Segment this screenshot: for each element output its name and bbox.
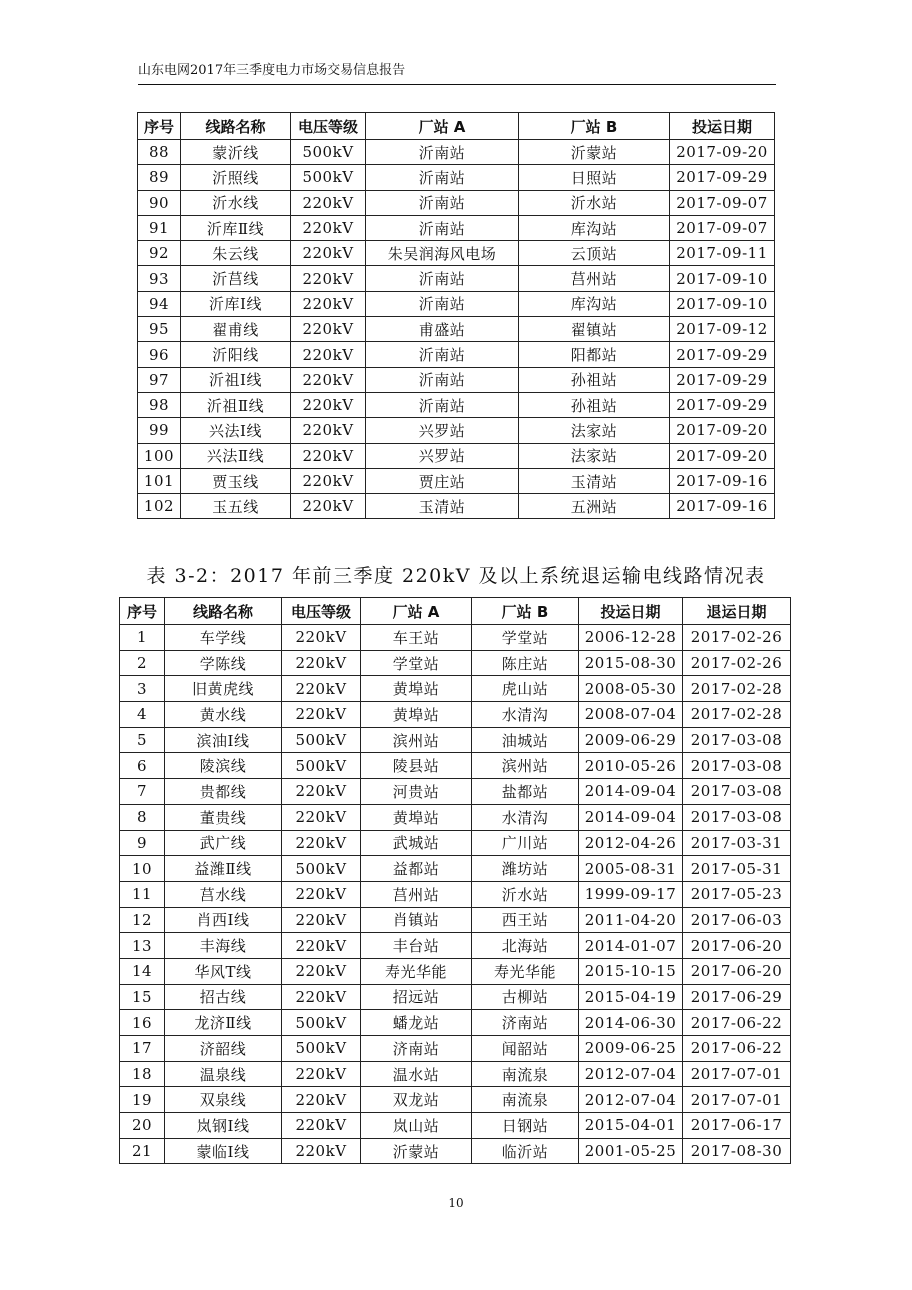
table-cell: 220kV — [282, 907, 361, 933]
table-cell: 220kV — [291, 468, 366, 493]
table-row — [120, 1010, 791, 1036]
table-cell: 2017-03-08 — [683, 753, 791, 779]
table-cell: 贾玉线 — [181, 468, 291, 493]
table-cell: 2014-09-04 — [579, 779, 683, 805]
table-cell: 2017-02-26 — [683, 625, 791, 651]
table-cell: 2017-09-16 — [670, 494, 775, 519]
table-cell: 蟠龙站 — [361, 1010, 472, 1036]
table-cell: 寿光华能 — [472, 958, 579, 984]
table-cell: 闻韶站 — [472, 1036, 579, 1062]
table-cell: 15 — [120, 984, 165, 1010]
table-cell: 2001-05-25 — [579, 1138, 683, 1164]
table-cell: 220kV — [282, 830, 361, 856]
table-cell: 220kV — [282, 702, 361, 728]
table-cell: 古柳站 — [472, 984, 579, 1010]
table-row — [120, 907, 791, 933]
table-cell: 黄埠站 — [361, 676, 472, 702]
table-cell: 蒙沂线 — [181, 140, 291, 165]
table-cell: 2017-02-28 — [683, 676, 791, 702]
table-cell: 2017-08-30 — [683, 1138, 791, 1164]
table-cell: 贾庄站 — [366, 468, 519, 493]
col-header-voltage: 电压等级 — [291, 113, 366, 140]
table-cell: 寿光华能 — [361, 958, 472, 984]
table-cell: 220kV — [291, 215, 366, 240]
table-cell: 沂莒线 — [181, 266, 291, 291]
table-cell: 丰海线 — [165, 933, 282, 959]
table-cell: 2017-09-29 — [670, 367, 775, 392]
table-cell: 济南站 — [472, 1010, 579, 1036]
table-cell: 2015-08-30 — [579, 650, 683, 676]
table-cell: 14 — [120, 958, 165, 984]
table-cell: 兴罗站 — [366, 443, 519, 468]
table-cell: 温水站 — [361, 1061, 472, 1087]
table-cell: 2015-10-15 — [579, 958, 683, 984]
table-cell: 4 — [120, 702, 165, 728]
col-header-station-b: 厂站 B — [472, 598, 579, 625]
table-cell: 学堂站 — [472, 625, 579, 651]
table-cell: 220kV — [291, 367, 366, 392]
table-cell: 101 — [138, 468, 181, 493]
col-header-voltage: 电压等级 — [282, 598, 361, 625]
table-row — [138, 392, 775, 417]
table-row — [138, 165, 775, 190]
table-cell: 220kV — [291, 418, 366, 443]
table-cell: 2017-06-20 — [683, 958, 791, 984]
table-cell: 500kV — [282, 727, 361, 753]
table-cell: 沂水线 — [181, 190, 291, 215]
table-row — [120, 984, 791, 1010]
table-cell: 10 — [120, 856, 165, 882]
page-header: 山东电网2017年三季度电力市场交易信息报告 — [138, 62, 776, 85]
table-row — [120, 933, 791, 959]
table-cell: 益潍Ⅱ线 — [165, 856, 282, 882]
col-header-station-b: 厂站 B — [519, 113, 670, 140]
table-cell: 沂南站 — [366, 266, 519, 291]
table-row — [138, 291, 775, 316]
table-cell: 2010-05-26 — [579, 753, 683, 779]
table-cell: 学陈线 — [165, 650, 282, 676]
table-cell: 滨州站 — [472, 753, 579, 779]
table-cell: 2006-12-28 — [579, 625, 683, 651]
table-cell: 2017-06-29 — [683, 984, 791, 1010]
table-cell: 11 — [120, 881, 165, 907]
table-cell: 20 — [120, 1113, 165, 1139]
table-cell: 沂水站 — [472, 881, 579, 907]
table-row — [120, 881, 791, 907]
table-cell: 五洲站 — [519, 494, 670, 519]
table-cell: 临沂站 — [472, 1138, 579, 1164]
table-cell: 7 — [120, 779, 165, 805]
table-cell: 90 — [138, 190, 181, 215]
table-row — [138, 215, 775, 240]
table-cell: 100 — [138, 443, 181, 468]
table-cell: 2017-09-10 — [670, 291, 775, 316]
table-cell: 2005-08-31 — [579, 856, 683, 882]
table-row — [120, 1061, 791, 1087]
table-cell: 沂库Ⅰ线 — [181, 291, 291, 316]
table-cell: 2017-09-07 — [670, 190, 775, 215]
table-caption: 表 3-2：2017 年前三季度 220kV 及以上系统退运输电线路情况表 — [146, 565, 766, 587]
col-header-station-a: 厂站 A — [366, 113, 519, 140]
table-cell: 2017-09-20 — [670, 418, 775, 443]
table-row — [120, 625, 791, 651]
table-row — [120, 804, 791, 830]
table-cell: 220kV — [282, 984, 361, 1010]
table-cell: 93 — [138, 266, 181, 291]
col-header-line-name: 线路名称 — [181, 113, 291, 140]
table-cell: 车王站 — [361, 625, 472, 651]
table-cell: 2017-03-08 — [683, 804, 791, 830]
table-cell: 双龙站 — [361, 1087, 472, 1113]
table-cell: 孙祖站 — [519, 367, 670, 392]
table-cell: 99 — [138, 418, 181, 443]
table-cell: 日钢站 — [472, 1113, 579, 1139]
table-cell: 河贵站 — [361, 779, 472, 805]
table-cell: 2012-07-04 — [579, 1087, 683, 1113]
table-cell: 南流泉 — [472, 1087, 579, 1113]
table-cell: 龙济Ⅱ线 — [165, 1010, 282, 1036]
table-cell: 沂南站 — [366, 342, 519, 367]
table-cell: 94 — [138, 291, 181, 316]
table-cell: 2014-09-04 — [579, 804, 683, 830]
table-cell: 2017-09-29 — [670, 165, 775, 190]
table-cell: 旧黄虎线 — [165, 676, 282, 702]
table-cell: 500kV — [282, 856, 361, 882]
table-cell: 2017-09-20 — [670, 140, 775, 165]
table-cell: 2017-09-10 — [670, 266, 775, 291]
table-cell: 17 — [120, 1036, 165, 1062]
table-row — [138, 468, 775, 493]
table-cell: 220kV — [291, 392, 366, 417]
table-cell: 220kV — [282, 933, 361, 959]
table-row — [138, 266, 775, 291]
retired-lines-table-header — [120, 598, 791, 625]
table-cell: 益都站 — [361, 856, 472, 882]
table-cell: 陵滨线 — [165, 753, 282, 779]
table-cell: 库沟站 — [519, 291, 670, 316]
table-cell: 阳都站 — [519, 342, 670, 367]
table-cell: 朱吴润海风电场 — [366, 241, 519, 266]
table-cell: 沂蒙站 — [519, 140, 670, 165]
table-cell: 16 — [120, 1010, 165, 1036]
table-cell: 沂南站 — [366, 291, 519, 316]
table-cell: 沂照线 — [181, 165, 291, 190]
table-cell: 2017-09-29 — [670, 342, 775, 367]
table-cell: 220kV — [291, 241, 366, 266]
table-cell: 220kV — [291, 494, 366, 519]
table-cell: 沂库Ⅱ线 — [181, 215, 291, 240]
table-cell: 2008-05-30 — [579, 676, 683, 702]
table-cell: 220kV — [291, 317, 366, 342]
table-cell: 朱云线 — [181, 241, 291, 266]
table-cell: 武城站 — [361, 830, 472, 856]
table-cell: 2017-09-16 — [670, 468, 775, 493]
col-header-commission-date: 投运日期 — [579, 598, 683, 625]
table-cell: 黄埠站 — [361, 702, 472, 728]
table-cell: 2017-03-08 — [683, 779, 791, 805]
table-cell: 兴罗站 — [366, 418, 519, 443]
table-cell: 沂南站 — [366, 367, 519, 392]
table-cell: 2017-06-20 — [683, 933, 791, 959]
table-cell: 兴法Ⅱ线 — [181, 443, 291, 468]
table-cell: 500kV — [291, 140, 366, 165]
table-cell: 沂阳线 — [181, 342, 291, 367]
table-row — [120, 856, 791, 882]
table-cell: 2009-06-25 — [579, 1036, 683, 1062]
table-cell: 玉清站 — [519, 468, 670, 493]
table-cell: 黄埠站 — [361, 804, 472, 830]
table-row — [120, 1138, 791, 1164]
table-cell: 沂南站 — [366, 392, 519, 417]
table-cell: 2017-07-01 — [683, 1061, 791, 1087]
table-cell: 沂蒙站 — [361, 1138, 472, 1164]
table-cell: 水清沟 — [472, 804, 579, 830]
col-header-serial: 序号 — [120, 598, 165, 625]
retired-lines-table — [119, 597, 791, 1164]
new-lines-table — [137, 112, 775, 519]
new-lines-table-body — [138, 140, 775, 519]
table-cell: 双泉线 — [165, 1087, 282, 1113]
table-cell: 兴法Ⅰ线 — [181, 418, 291, 443]
table-cell: 法家站 — [519, 418, 670, 443]
table-cell: 沂南站 — [366, 215, 519, 240]
table-cell: 2 — [120, 650, 165, 676]
table-cell: 沂南站 — [366, 165, 519, 190]
table-row — [138, 241, 775, 266]
table-cell: 220kV — [291, 291, 366, 316]
table-cell: 89 — [138, 165, 181, 190]
table-cell: 虎山站 — [472, 676, 579, 702]
table-cell: 92 — [138, 241, 181, 266]
table-row — [120, 650, 791, 676]
table-cell: 莒州站 — [361, 881, 472, 907]
table-cell: 莒水线 — [165, 881, 282, 907]
table-row — [138, 494, 775, 519]
table-cell: 13 — [120, 933, 165, 959]
table-cell: 甫盛站 — [366, 317, 519, 342]
table-cell: 莒州站 — [519, 266, 670, 291]
table-cell: 220kV — [282, 1061, 361, 1087]
table-cell: 2017-06-22 — [683, 1010, 791, 1036]
table-cell: 玉五线 — [181, 494, 291, 519]
table-cell: 2017-06-17 — [683, 1113, 791, 1139]
table-cell: 220kV — [282, 625, 361, 651]
col-header-retire-date: 退运日期 — [683, 598, 791, 625]
table-cell: 500kV — [282, 753, 361, 779]
col-header-station-a: 厂站 A — [361, 598, 472, 625]
table-cell: 220kV — [282, 1113, 361, 1139]
table-row — [138, 317, 775, 342]
table-row — [120, 779, 791, 805]
table-cell: 19 — [120, 1087, 165, 1113]
table-cell: 沂祖Ⅱ线 — [181, 392, 291, 417]
table-cell: 武广线 — [165, 830, 282, 856]
table-cell: 2017-02-28 — [683, 702, 791, 728]
table-cell: 6 — [120, 753, 165, 779]
table-cell: 1 — [120, 625, 165, 651]
table-row — [138, 367, 775, 392]
table-row — [138, 140, 775, 165]
col-header-serial: 序号 — [138, 113, 181, 140]
retired-lines-table-body — [120, 625, 791, 1164]
table-cell: 云顶站 — [519, 241, 670, 266]
table-cell: 220kV — [291, 190, 366, 215]
table-cell: 学堂站 — [361, 650, 472, 676]
table-cell: 220kV — [282, 650, 361, 676]
table-cell: 2017-09-20 — [670, 443, 775, 468]
table-cell: 广川站 — [472, 830, 579, 856]
table-cell: 潍坊站 — [472, 856, 579, 882]
table-cell: 沂南站 — [366, 190, 519, 215]
table-row — [138, 190, 775, 215]
table-cell: 沂南站 — [366, 140, 519, 165]
table-row — [120, 1113, 791, 1139]
table-cell: 车学线 — [165, 625, 282, 651]
table-cell: 220kV — [282, 881, 361, 907]
table-cell: 招远站 — [361, 984, 472, 1010]
table-cell: 济韶线 — [165, 1036, 282, 1062]
table-row — [138, 418, 775, 443]
table-cell: 2014-06-30 — [579, 1010, 683, 1036]
table-row — [120, 702, 791, 728]
table-cell: 2017-06-03 — [683, 907, 791, 933]
table-cell: 98 — [138, 392, 181, 417]
table-cell: 2012-04-26 — [579, 830, 683, 856]
table-cell: 220kV — [282, 958, 361, 984]
table-cell: 102 — [138, 494, 181, 519]
table-cell: 华风T线 — [165, 958, 282, 984]
table-cell: 2017-07-01 — [683, 1087, 791, 1113]
table-cell: 济南站 — [361, 1036, 472, 1062]
table-cell: 南流泉 — [472, 1061, 579, 1087]
table-cell: 2017-03-31 — [683, 830, 791, 856]
table-cell: 库沟站 — [519, 215, 670, 240]
table-cell: 18 — [120, 1061, 165, 1087]
table-cell: 2017-05-31 — [683, 856, 791, 882]
table-row — [120, 958, 791, 984]
table-cell: 91 — [138, 215, 181, 240]
table-cell: 2009-06-29 — [579, 727, 683, 753]
table-cell: 沂祖Ⅰ线 — [181, 367, 291, 392]
table-cell: 220kV — [291, 266, 366, 291]
table-cell: 日照站 — [519, 165, 670, 190]
table-row — [120, 676, 791, 702]
col-header-line-name: 线路名称 — [165, 598, 282, 625]
table-cell: 沂水站 — [519, 190, 670, 215]
table-cell: 滨州站 — [361, 727, 472, 753]
table-cell: 21 — [120, 1138, 165, 1164]
table-row — [138, 443, 775, 468]
table-cell: 油城站 — [472, 727, 579, 753]
table-row — [138, 342, 775, 367]
table-row — [120, 1036, 791, 1062]
col-header-commission-date: 投运日期 — [670, 113, 775, 140]
table-cell: 招古线 — [165, 984, 282, 1010]
table-cell: 1999-09-17 — [579, 881, 683, 907]
table-cell: 黄水线 — [165, 702, 282, 728]
table-cell: 2017-05-23 — [683, 881, 791, 907]
table-cell: 贵都线 — [165, 779, 282, 805]
table-cell: 2017-03-08 — [683, 727, 791, 753]
table-cell: 2012-07-04 — [579, 1061, 683, 1087]
table-cell: 12 — [120, 907, 165, 933]
table-cell: 2017-09-07 — [670, 215, 775, 240]
table-cell: 500kV — [282, 1036, 361, 1062]
table-cell: 丰台站 — [361, 933, 472, 959]
table-cell: 220kV — [282, 1138, 361, 1164]
table-cell: 2017-06-22 — [683, 1036, 791, 1062]
table-row — [120, 727, 791, 753]
table-cell: 蒙临Ⅰ线 — [165, 1138, 282, 1164]
table-cell: 肖镇站 — [361, 907, 472, 933]
table-cell: 8 — [120, 804, 165, 830]
table-cell: 220kV — [291, 443, 366, 468]
table-cell: 2017-09-11 — [670, 241, 775, 266]
page-number: 10 — [448, 1196, 464, 1210]
table-cell: 2014-01-07 — [579, 933, 683, 959]
new-lines-table-header — [138, 113, 775, 140]
table-cell: 220kV — [291, 342, 366, 367]
table-cell: 220kV — [282, 676, 361, 702]
table-cell: 3 — [120, 676, 165, 702]
table-cell: 玉清站 — [366, 494, 519, 519]
table-cell: 95 — [138, 317, 181, 342]
table-cell: 陵县站 — [361, 753, 472, 779]
table-row — [120, 1087, 791, 1113]
table-cell: 滨油Ⅰ线 — [165, 727, 282, 753]
table-cell: 孙祖站 — [519, 392, 670, 417]
table-cell: 法家站 — [519, 443, 670, 468]
table-cell: 2011-04-20 — [579, 907, 683, 933]
table-cell: 岚钢Ⅰ线 — [165, 1113, 282, 1139]
table-cell: 翟甫线 — [181, 317, 291, 342]
table-cell: 220kV — [282, 779, 361, 805]
table-cell: 北海站 — [472, 933, 579, 959]
table-cell: 肖西Ⅰ线 — [165, 907, 282, 933]
table-cell: 盐都站 — [472, 779, 579, 805]
table-row — [120, 753, 791, 779]
table-cell: 2015-04-01 — [579, 1113, 683, 1139]
table-cell: 220kV — [282, 1087, 361, 1113]
table-cell: 500kV — [282, 1010, 361, 1036]
table-cell: 2017-02-26 — [683, 650, 791, 676]
table-cell: 西王站 — [472, 907, 579, 933]
table-cell: 翟镇站 — [519, 317, 670, 342]
table-cell: 2008-07-04 — [579, 702, 683, 728]
table-cell: 88 — [138, 140, 181, 165]
table-cell: 2017-09-12 — [670, 317, 775, 342]
table-cell: 温泉线 — [165, 1061, 282, 1087]
table-cell: 2017-09-29 — [670, 392, 775, 417]
table-cell: 96 — [138, 342, 181, 367]
table-cell: 500kV — [291, 165, 366, 190]
table-cell: 2015-04-19 — [579, 984, 683, 1010]
table-row — [120, 830, 791, 856]
table-cell: 9 — [120, 830, 165, 856]
table-cell: 5 — [120, 727, 165, 753]
table-cell: 水清沟 — [472, 702, 579, 728]
table-cell: 董贵线 — [165, 804, 282, 830]
table-cell: 220kV — [282, 804, 361, 830]
table-cell: 陈庄站 — [472, 650, 579, 676]
table-cell: 97 — [138, 367, 181, 392]
table-cell: 岚山站 — [361, 1113, 472, 1139]
